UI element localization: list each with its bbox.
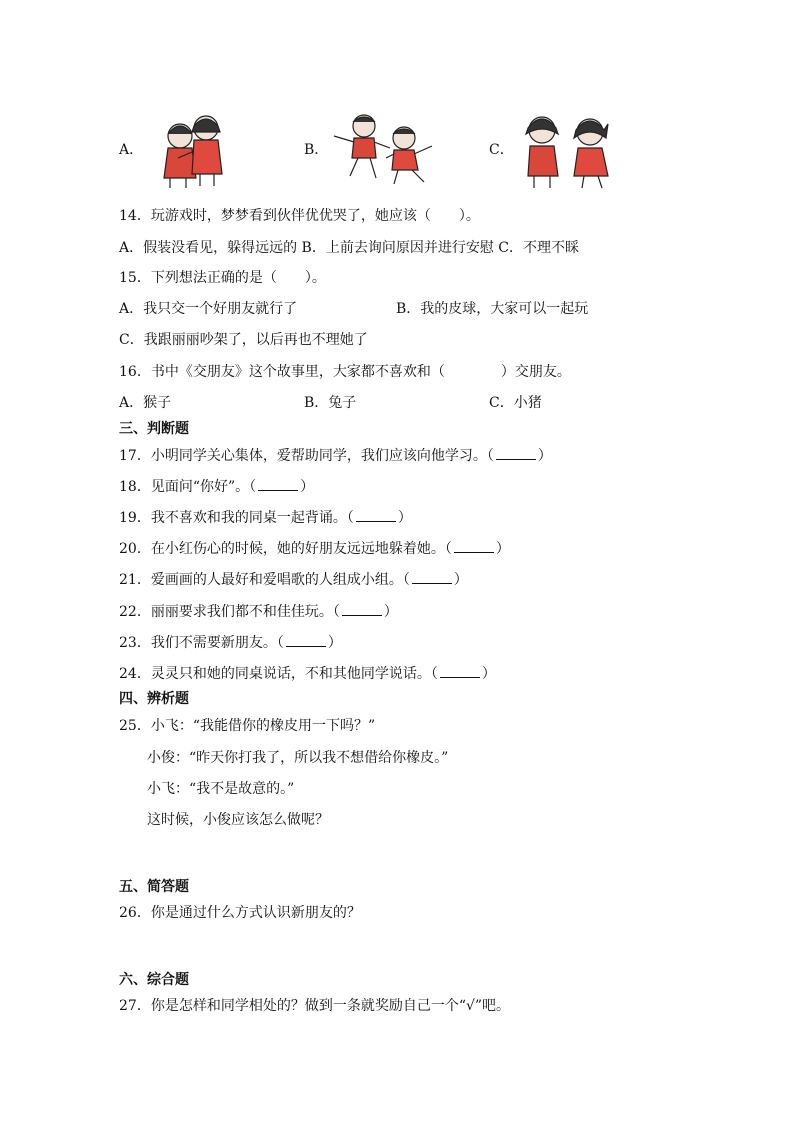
question-23-text-end: ） xyxy=(327,635,342,651)
section-heading-judgement: 三、判断题 xyxy=(119,421,189,437)
question-14-stem-end: ）。 xyxy=(458,208,480,224)
q13-option-b-label: B． xyxy=(304,142,329,158)
answer-blank[interactable] xyxy=(258,476,298,491)
question-14-stem: 14．玩游戏时，梦梦看到伙伴优优哭了，她应该（ xyxy=(119,208,431,224)
section-heading-analysis: 四、辨析题 xyxy=(119,691,189,707)
question-15 xyxy=(119,268,326,288)
question-17 xyxy=(119,445,552,466)
question-21 xyxy=(119,569,468,590)
question-16-option-c: C．小猪 xyxy=(489,395,542,411)
question-16-option-a: A．猴子 xyxy=(119,395,172,411)
question-21-text: 21．爱画画的人最好和爱唱歌的人组成小组。（ xyxy=(119,572,410,588)
question-14 xyxy=(119,206,480,226)
question-21-text-end: ） xyxy=(453,572,468,588)
two-children-ignoring-each-other-illustration xyxy=(516,110,620,190)
question-16-stem: 16．书中《交朋友》这个故事里，大家都不喜欢和（ xyxy=(119,364,445,380)
question-24-text-end: ） xyxy=(481,666,496,682)
section-heading-short-answer: 五、简答题 xyxy=(119,879,189,895)
question-22 xyxy=(119,601,398,622)
answer-blank[interactable] xyxy=(342,601,382,616)
question-20 xyxy=(119,538,510,559)
question-24 xyxy=(119,663,496,684)
question-25-line-4: 这时候，小俊应该怎么做呢？ xyxy=(147,812,329,828)
section-heading-comprehensive: 六、综合题 xyxy=(119,972,189,988)
question-24-text: 24．灵灵只和她的同桌说话，不和其他同学说话。（ xyxy=(119,666,438,682)
question-27: 27．你是怎样和同学相处的？做到一条就奖励自己一个“√”吧。 xyxy=(119,998,511,1014)
question-20-text: 20．在小红伤心的时候，她的好朋友远远地躲着她。（ xyxy=(119,541,452,557)
question-14-options: A．假装没看见，躲得远远的 B．上前去询问原因并进行安慰 C．不理不睬 xyxy=(119,240,580,256)
question-19-text-end: ） xyxy=(397,510,412,526)
q13-option-c-label: C． xyxy=(489,142,514,158)
question-15-stem-end: ）。 xyxy=(304,270,326,286)
question-15-option-c: C．我跟丽丽吵架了，以后再也不理她了 xyxy=(119,332,368,348)
question-17-text-end: ） xyxy=(537,448,552,464)
question-18-text-end: ） xyxy=(300,479,315,495)
question-18 xyxy=(119,476,314,497)
answer-blank[interactable] xyxy=(286,632,326,647)
question-22-text: 22．丽丽要求我们都不和佳佳玩。（ xyxy=(119,604,340,620)
answer-blank[interactable] xyxy=(356,507,396,522)
question-25-line-1: 25．小飞：“我能借你的橡皮用一下吗？” xyxy=(119,718,376,734)
question-15-option-a: A．我只交一个好朋友就行了 xyxy=(119,301,298,317)
question-20-text-end: ） xyxy=(495,541,510,557)
answer-blank[interactable] xyxy=(440,663,480,678)
q13-option-a-label: A． xyxy=(119,142,144,158)
question-19 xyxy=(119,507,412,528)
question-15-option-b: B．我的皮球，大家可以一起玩 xyxy=(396,301,589,317)
question-16-stem-end: ）交朋友。 xyxy=(500,364,571,380)
two-children-fighting-illustration xyxy=(328,112,438,188)
question-16 xyxy=(119,362,571,382)
two-children-hugging-illustration xyxy=(152,108,234,190)
question-25-line-3: 小飞：“我不是故意的。” xyxy=(147,781,295,797)
question-16-option-b: B．兔子 xyxy=(304,395,357,411)
question-17-text: 17．小明同学关心集体，爱帮助同学，我们应该向他学习。（ xyxy=(119,448,494,464)
question-23-text: 23．我们不需要新朋友。（ xyxy=(119,635,284,651)
question-23 xyxy=(119,632,342,653)
question-22-text-end: ） xyxy=(383,604,398,620)
question-18-text: 18．见面问“你好”。（ xyxy=(119,479,257,495)
answer-blank[interactable] xyxy=(412,569,452,584)
answer-blank[interactable] xyxy=(454,538,494,553)
question-26: 26．你是通过什么方式认识新朋友的？ xyxy=(119,905,361,921)
question-25-line-2: 小俊：“昨天你打我了，所以我不想借给你橡皮。” xyxy=(147,750,449,766)
answer-blank[interactable] xyxy=(496,445,536,460)
question-15-stem: 15．下列想法正确的是（ xyxy=(119,270,277,286)
question-19-text: 19．我不喜欢和我的同桌一起背诵。（ xyxy=(119,510,354,526)
